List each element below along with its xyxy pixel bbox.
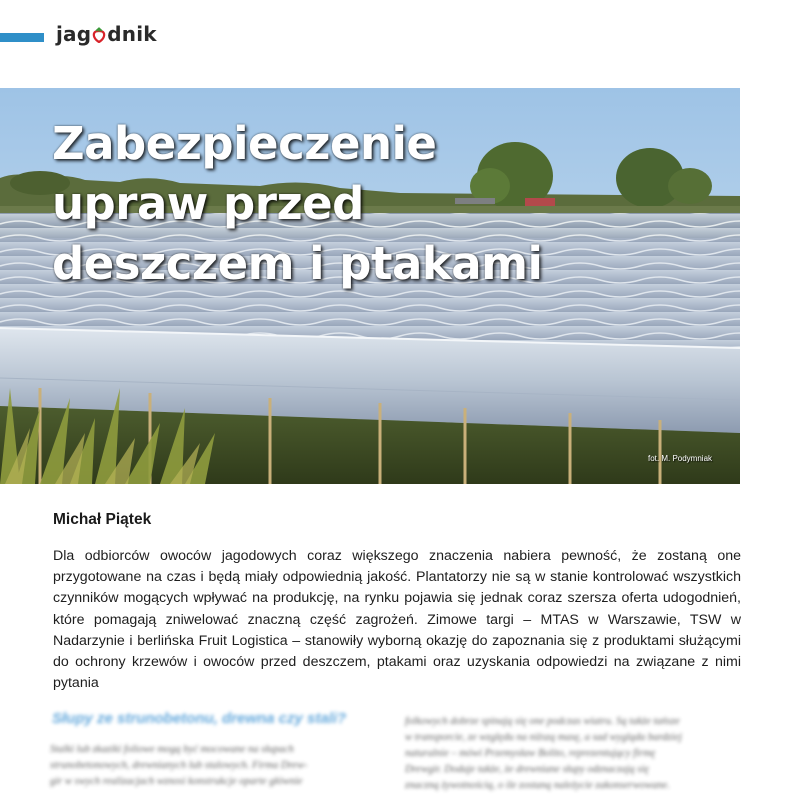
title-line-1: Zabezpieczenie bbox=[52, 117, 437, 170]
body-line: folkowych dobrze spinają się one podczas wiatru. Są także tańsze bbox=[405, 716, 680, 727]
article-body-blurred bbox=[45, 700, 765, 800]
body-line: strunobetonowych, drewnianych lub stalowych. Firma Drew- bbox=[50, 760, 308, 771]
jagodnik-logo bbox=[56, 22, 157, 46]
article-lead: Dla odbiorców owoców jagodowych coraz większego znaczenia nabiera pewność, że zostaną one przygotowane na czas i będą miały odpowiednią jakość. Plantatorzy nie są w stanie kontrolować wszystkich czynników mogących wpływać na produkcję, na rynku pojawia się jednak coraz szersza oferta udogodnień, które pomagają zniwelować znaczną część zagrożeń. Zimowe targi – MTAS w Warszawie, TSW w Nadarzynie i berlińska Fruit Logistica – stanowiły wyborną okazję do zapoznania się z produktami służącymi do ochrony krzewów i owoców przed deszczem, ptakami oraz uzyskania odpowiedzi na związane z nimi pytania bbox=[53, 548, 741, 692]
body-line: naturalnie – mówi Przemysław Bolito, reprezentujący firmę bbox=[405, 748, 656, 759]
logo-text-prefix: jag bbox=[56, 22, 92, 46]
body-line: w transporcie, ze względu na niższą masę, a sad wygląda bardziej bbox=[405, 732, 682, 743]
body-column-right bbox=[405, 714, 750, 794]
logo-text-suffix: dnik bbox=[107, 22, 157, 46]
hero-photo bbox=[0, 88, 740, 484]
title-line-3: deszczem i ptakami bbox=[52, 237, 543, 290]
article-author: Michał Piątek bbox=[53, 511, 152, 528]
section-heading: Słupy ze strunobetonu, drewna czy stali? bbox=[52, 710, 347, 727]
body-column-left bbox=[50, 742, 380, 790]
article-title bbox=[52, 114, 542, 294]
header-accent-bar bbox=[0, 33, 44, 42]
body-line: Stalki lub zkaziki foliowe mogą być mocowane na słupach bbox=[50, 744, 294, 755]
photo-credit: fot. M. Podymniak bbox=[648, 454, 713, 463]
strawberry-icon bbox=[92, 27, 106, 43]
body-line: Drewgir. Dodaje także, że drewniane słupy odznaczają się bbox=[405, 764, 649, 775]
title-line-2: upraw przed bbox=[52, 177, 364, 230]
body-line: gir w swych realizacjach wznosi konstrukcje oparte głównie bbox=[50, 776, 303, 787]
body-line: znaczną żywotnością, o ile zostaną należycie zakonserwowane. bbox=[405, 780, 670, 791]
